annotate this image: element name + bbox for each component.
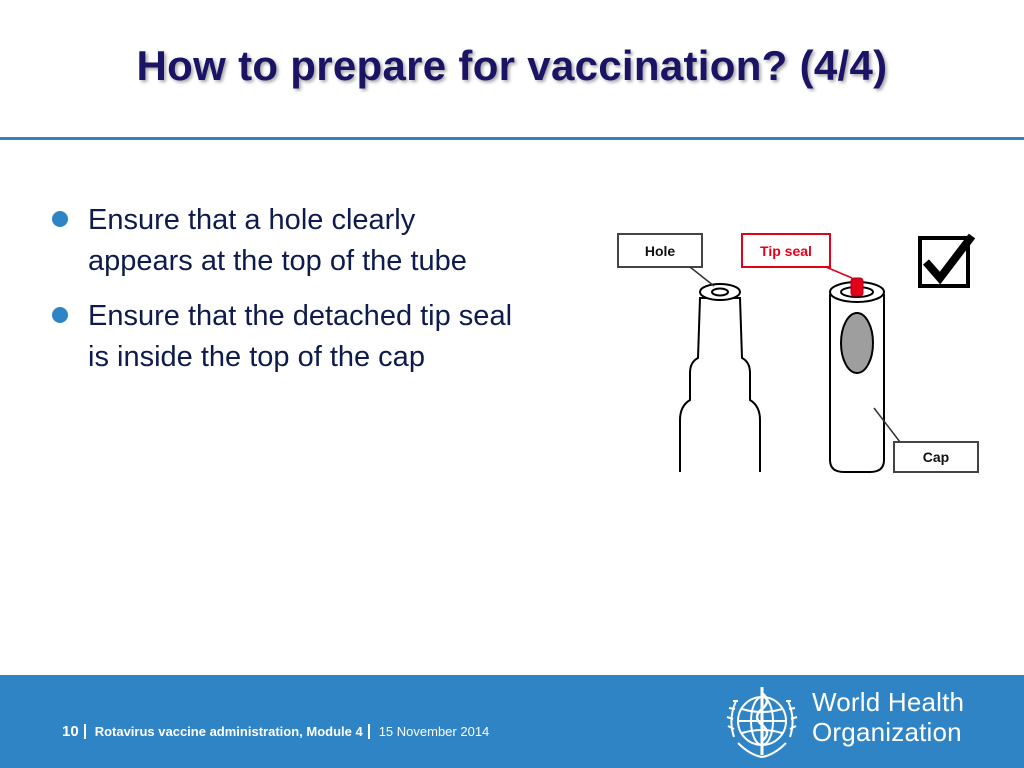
footer-date: 15 November 2014 (378, 724, 490, 739)
org-name-line2: Organization (812, 717, 962, 747)
hole-label: Hole (644, 243, 676, 259)
org-name-line1: World Health (812, 687, 965, 717)
tube-and-cap-drawing (612, 228, 984, 474)
bullet-list (52, 200, 522, 392)
slide-title: How to prepare for vaccination? (4/4) (136, 42, 888, 89)
tube-drawing (680, 284, 760, 472)
footer-meta (62, 723, 489, 740)
title-divider (0, 137, 1024, 140)
vaccine-tube-illustration (612, 228, 984, 474)
bullet-dot-icon (52, 211, 68, 227)
cap-label: Cap (922, 449, 950, 465)
bullet-dot-icon (52, 307, 68, 323)
checkbox-checked-icon (920, 236, 972, 286)
tip-seal (851, 278, 863, 296)
footer-bar (0, 675, 1024, 768)
footer-separator (368, 724, 370, 739)
cap-drawing (830, 282, 884, 472)
page-number: 10 (62, 723, 79, 740)
module-title: Rotavirus vaccine administration, Module 4 (94, 724, 363, 739)
bullet-text: Ensure that a hole clearly appears at the top of the tube (88, 204, 467, 277)
bullet-item (52, 200, 522, 282)
bullet-text: Ensure that the detached tip seal is inside the top of the cap (88, 300, 513, 373)
footer-separator (84, 724, 86, 739)
who-wordmark (812, 687, 964, 747)
who-emblem-icon (720, 679, 804, 763)
hole-callout (618, 234, 714, 286)
bullet-item (52, 296, 522, 378)
tip-seal-label: Tip seal (760, 243, 812, 259)
